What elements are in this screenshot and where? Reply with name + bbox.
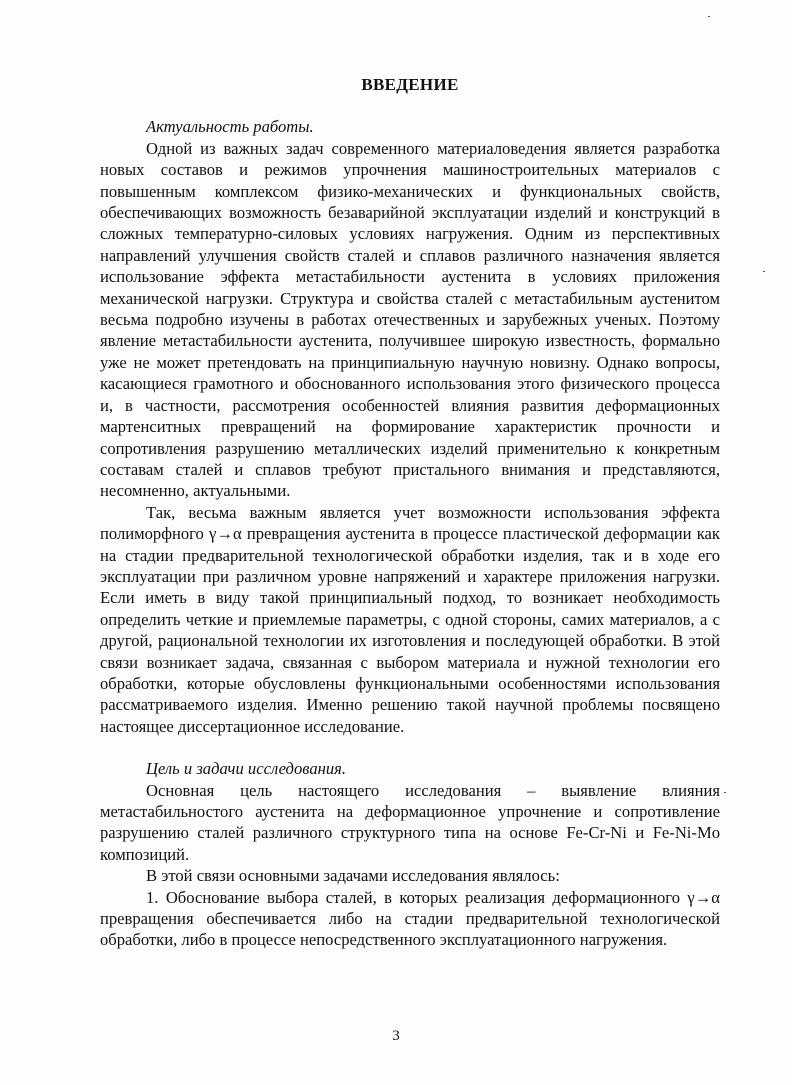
list-item: 1. Обоснование выбора сталей, в которых реализация деформационного γ→α превращения обеспечивается либо на стадии предварительной технологической обработки, либо в процессе непосредственного эксплуатационного нагружения. bbox=[100, 887, 720, 950]
page-number: 3 bbox=[392, 1028, 400, 1044]
scan-speck bbox=[708, 16, 710, 17]
section-heading-goals: Цель и задачи исследования. bbox=[146, 759, 347, 779]
paragraph: Основная цель настоящего исследования – выявление влияния метастабильностого аустенита на деформационное упрочнение и сопротивление разрушению сталей различного структурного типа на основе Fe-Cr-Ni и Fe-Ni-Mo композиций. bbox=[100, 780, 720, 864]
section-heading-relevance: Актуальность работы. bbox=[146, 117, 314, 137]
paragraph: Одной из важных задач современного материаловедения является разработка новых составов и режимов упрочнения машиностроительных материалов с повышенным комплексом физико-механических и функциональных свойств, обеспечивающих возможность безаварийной эксплуатации изделий и конструкций в сложных температурно-силовых условиях нагружения. Одним из перспективных направлений улучшения свойств сталей и сплавов различного назначения является использование эффекта метастабильности аустенита в условиях приложения механической нагрузки. Структура и свойства сталей с метастабильным аустенитом весьма подробно изучены в работах отечественных и зарубежных ученых. Поэтому явление метастабильности аустенита, получившее широкую известность, формально уже не может претендовать на принципиальную научную новизну. Однако вопросы, касающиеся грамотного и обоснованного использования этого физического процесса и, в частности, рассмотрения особенностей влияния развития деформационных мартенситных превращений на формирование характеристик прочности и сопротивления разрушению металлических изделий применительно к конкретным составам сталей и сплавов требуют пристального внимания и представляются, несомненно, актуальными. bbox=[100, 138, 720, 501]
document-body bbox=[100, 74, 720, 951]
scan-speck bbox=[724, 792, 726, 793]
document-title: ВВЕДЕНИЕ bbox=[361, 75, 459, 94]
paragraph: В этой связи основными задачами исследования являлось: bbox=[146, 866, 560, 886]
scan-speck bbox=[763, 271, 765, 272]
paragraph: Так, весьма важным является учет возможности использования эффекта полиморфного γ→α превращения аустенита в процессе пластической деформации как на стадии предварительной технологической обработки изделия, так и в ходе его эксплуатации при различном уровне напряжений и характере приложения нагрузки. Если иметь в виду такой принципиальный подход, то возникает необходимость определить четкие и приемлемые параметры, с одной стороны, самих материалов, а с другой, рациональной технологии их изготовления и последующей обработки. В этой связи возникает задача, связанная с выбором материала и нужной технологии его обработки, которые обусловлены функциональными особенностями использования рассматриваемого изделия. Именно решению такой научной проблемы посвящено настоящее диссертационное исследование. bbox=[100, 502, 720, 736]
